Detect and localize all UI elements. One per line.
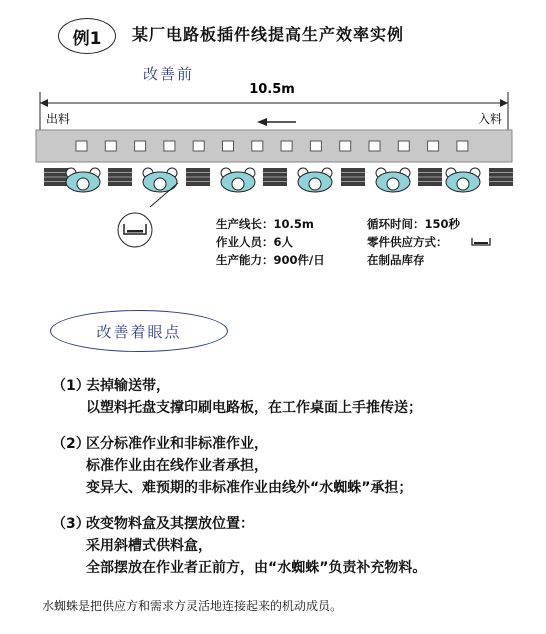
parts-shelf	[418, 168, 442, 186]
operator-icon	[376, 168, 410, 192]
exit-label: 出料	[46, 112, 71, 126]
line-length-label: 10.5m	[249, 82, 295, 97]
pcb-board	[457, 141, 468, 151]
example-badge: 例1	[58, 18, 116, 54]
pcb-board	[369, 141, 380, 151]
pcb-board	[193, 141, 204, 151]
pcb-board	[223, 141, 234, 151]
entry-label: 入料	[478, 112, 503, 126]
dimension-arrow-right	[500, 99, 508, 107]
stat-capacity: 生产能力：900件/日	[216, 253, 325, 267]
parts-shelf	[489, 168, 513, 186]
improvement-focus-label: 改善着眼点	[50, 310, 228, 352]
focus-point-1: （1）去掉输送带， 以塑料托盘支撑印刷电路板，在工作桌面上手推传送；	[52, 378, 422, 416]
stat-line-length: 生产线长：10.5m	[216, 217, 314, 231]
parts-shelf	[341, 168, 365, 186]
parts-shelf	[263, 168, 287, 186]
pcb-board	[340, 141, 351, 151]
pcb-board	[105, 141, 116, 151]
pcb-board	[252, 141, 263, 151]
page-title: 某厂电路板插件线提高生产效率实例	[132, 25, 405, 44]
parts-shelf	[44, 168, 68, 186]
operator-icon	[298, 168, 332, 192]
pcb-board	[428, 141, 439, 151]
operator-icon	[66, 168, 100, 192]
pcb-board	[281, 141, 292, 151]
tray-icon-base	[127, 230, 143, 233]
focus-point-2: （2）区分标准作业和非标准作业， 标准作业由在线作业者承担， 变异大、难预期的非标准作业由线外“水蜘蛛”承担；	[52, 436, 413, 496]
supply-tray-icon	[470, 235, 492, 249]
stat-workers: 作业人员：6人	[216, 235, 294, 249]
parts-shelf	[108, 168, 132, 186]
workstation-row	[44, 168, 513, 192]
pcb-board	[76, 141, 87, 151]
parts-shelf	[186, 168, 210, 186]
stat-cycle-time: 循环时间：150秒	[367, 217, 461, 231]
pcb-board	[164, 141, 175, 151]
operator-icon	[446, 168, 480, 192]
footnote: 水蜘蛛是把供应方和需求方灵活地连接起来的机动成员。	[42, 599, 343, 613]
operator-icon	[221, 168, 255, 192]
pcb-board	[310, 141, 321, 151]
stat-supply-method: 零件供应方式：	[367, 235, 448, 249]
before-improvement-label: 改善前	[143, 65, 195, 83]
dimension-arrow-left	[40, 99, 48, 107]
focus-point-3: （3）改变物料盒及其摆放位置： 采用斜槽式供料盒， 全部摆放在作业者正前方，由“水蜘蛛”负责补充物料。	[52, 516, 427, 576]
stat-wip: 在制品库存	[367, 253, 425, 267]
pcb-board	[135, 141, 146, 151]
pcb-board	[398, 141, 409, 151]
flow-arrowhead	[257, 118, 267, 126]
